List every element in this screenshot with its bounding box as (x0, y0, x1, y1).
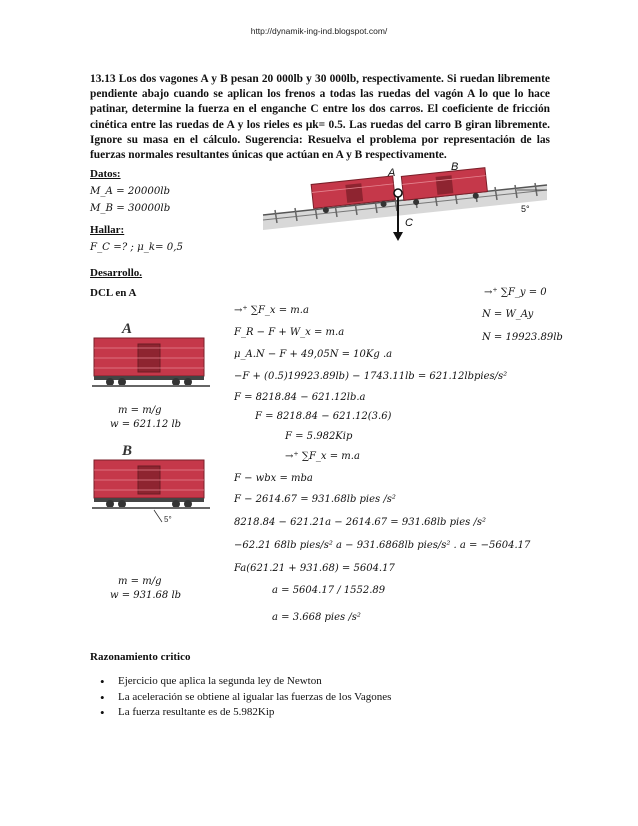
razonamiento-list (96, 675, 391, 722)
list-item: • La aceleración se obtiene al igualar las fuerzas de los Vagones (96, 691, 391, 703)
car-b-figure (92, 440, 210, 524)
eq-mu: μ_A.N − F + 49,05N = 10Kg .a (234, 349, 393, 360)
label-b: B (451, 161, 459, 173)
car-a-mass: m = m/g (118, 405, 162, 416)
eq-a-fraction: a = 5604.17 / 1552.89 (272, 585, 386, 596)
datos-ma: M_A = 20000lb (90, 186, 171, 197)
eq-f-num: F = 8218.84 − 621.12(3.6) (255, 411, 392, 422)
right-eq-nvalue: N = 19923.89lb (482, 332, 563, 343)
eq-sub: −F + (0.5)19923.89lb) − 1743.11lb = 621.12lbpies/s² (234, 371, 508, 382)
label-c: C (405, 217, 413, 229)
car-b-label: B (122, 443, 133, 459)
eq-f-a: F = 8218.84 − 621.12lb.a (234, 392, 366, 403)
desarrollo-title: Desarrollo. (90, 267, 143, 279)
car-b-angle: 5° (164, 515, 172, 524)
hallar-title: Hallar: (90, 224, 125, 236)
dcl-title: DCL en A (90, 287, 137, 299)
hallar-line: F_C =? ; μ_k= 0,5 (90, 242, 183, 253)
eq-fr: F_R − F + W_x = m.a (234, 327, 345, 338)
razonamiento-title: Razonamiento critico (90, 651, 191, 663)
eq-negative: −62.21 68lb pies/s² a − 931.6868lb pies/s² . a = −5604.17 (234, 540, 531, 551)
eq-a-result: a = 3.668 pies /s² (272, 612, 361, 623)
incline-figure (255, 160, 555, 245)
eq-2614: F − 2614.67 = 931.68lb pies /s² (234, 494, 396, 505)
car-a-weight: w = 621.12 lb (110, 419, 182, 430)
eq-sum-fx: →⁺ ∑F_x = m.a (234, 305, 309, 316)
label-a: A (388, 167, 396, 179)
car-b-weight: w = 931.68 lb (110, 590, 182, 601)
list-item: • La fuerza resultante es de 5.982Kip (96, 706, 391, 718)
car-a-label: A (122, 321, 133, 337)
right-eq-n: N = W_Ay (482, 309, 534, 320)
source-url[interactable]: http://dynamik-ing-ind.blogspot.com/ (250, 26, 388, 36)
datos-title: Datos: (90, 168, 121, 180)
eq-sum-fx-b: →⁺ ∑F_x = m.a (285, 451, 360, 462)
car-b-mass: m = m/g (118, 576, 162, 587)
eq-wbx: F − wbx = mba (234, 473, 313, 484)
right-eq-sumfy: →⁺ ∑F_y = 0 (484, 287, 547, 298)
datos-mb: M_B = 30000lb (90, 203, 171, 214)
eq-combined: 8218.84 − 621.21a − 2614.67 = 931.68lb pies /s² (234, 517, 486, 528)
problem-statement: 13.13 Los dos vagones A y B pesan 20 000lb y 30 000lb, respectivamente. Si ruedan libremente pendiente abajo cuando se aplican los frenos a todas las ruedas del vagón A lo que lo hace patinar, determine la fuerza en el enganche C entre los dos carros. El coeficiente de fricción cinética entre las ruedas de A y los rieles es μk= 0.5. Las ruedas del carro B giran libremente. Ignore su masa en el cálculo. Sugerencia: Resuelva el problema por representación de las fuerzas normales resultantes únicas que actúan en A y B respectivamente. (90, 73, 550, 162)
list-item: • Ejercicio que aplica la segunda ley de Newton (96, 675, 391, 687)
car-a-figure (92, 318, 210, 392)
eq-f-result: F = 5.982Kip (285, 431, 353, 442)
angle-label: 5° (521, 204, 530, 214)
eq-fa: Fa(621.21 + 931.68) = 5604.17 (234, 563, 395, 574)
